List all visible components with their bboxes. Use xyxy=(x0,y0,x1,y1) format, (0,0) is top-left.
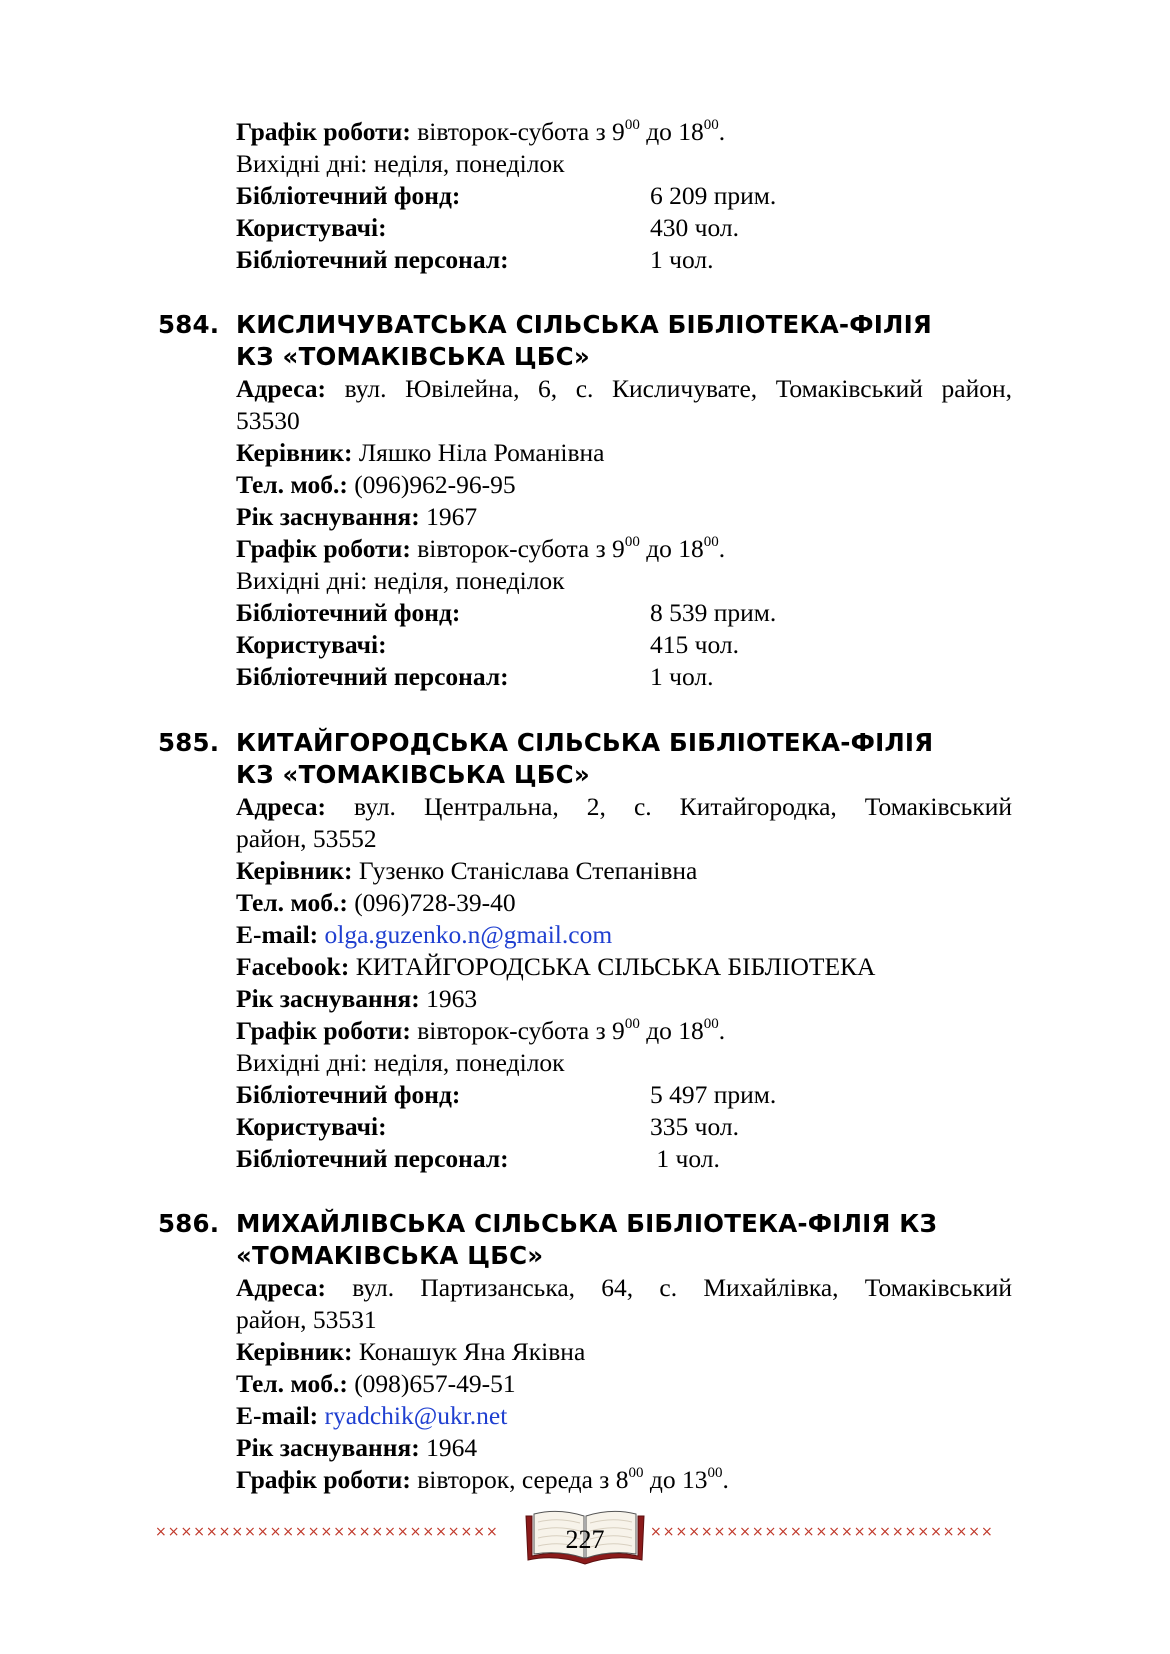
year-label: Рік заснування: xyxy=(236,984,420,1013)
year-label: Рік заснування: xyxy=(236,502,420,531)
head-value: Конашук Яна Яківна xyxy=(358,1337,586,1366)
phone-label: Тел. моб.: xyxy=(236,1369,348,1398)
schedule-label: Графік роботи: xyxy=(236,1016,411,1045)
users-label: Користувачі: xyxy=(236,213,387,242)
footer-ornament-right: ××××××××××××××××××××××××××× xyxy=(650,1524,994,1540)
schedule-sup-end: 00 xyxy=(707,1465,723,1481)
days-off: Вихідні дні: неділя, понеділок xyxy=(236,1048,565,1077)
schedule-mid: до 18 xyxy=(639,1016,704,1045)
users-value: 430 чол. xyxy=(650,213,739,242)
schedule-label: Графік роботи: xyxy=(236,117,411,146)
entry-title: КИСЛИЧУВАТСЬКА СІЛЬСЬКА БІБЛІОТЕКА-ФІЛІЯ xyxy=(236,310,932,339)
year-line xyxy=(236,1432,477,1464)
facebook-label: Facebook: xyxy=(236,952,350,981)
year-line xyxy=(236,983,477,1015)
phone-line xyxy=(236,469,516,501)
entry-title-cont: КЗ «ТОМАКІВСЬКА ЦБС» xyxy=(236,760,590,789)
fund-label: Бібліотечний фонд: xyxy=(236,598,461,627)
head-value: Гузенко Станіслава Степанівна xyxy=(358,856,698,885)
entry-number: 585. xyxy=(158,728,220,757)
year-line xyxy=(236,501,477,533)
schedule-label: Графік роботи: xyxy=(236,1465,411,1494)
phone-line xyxy=(236,887,516,919)
schedule-text: вівторок-субота з 9 xyxy=(417,534,625,563)
facebook-value: КИТАЙГОРОДСЬКА СІЛЬСЬКА БІБЛІОТЕКА xyxy=(355,952,876,981)
address-label: Адреса: xyxy=(236,792,326,821)
staff-value: 1 чол. xyxy=(650,662,714,691)
schedule-mid: до 18 xyxy=(639,117,704,146)
head-label: Керівник: xyxy=(236,438,353,467)
schedule-line xyxy=(236,1464,729,1500)
entry-number: 586. xyxy=(158,1209,220,1238)
schedule-end: . xyxy=(722,1465,729,1494)
staff-label: Бібліотечний персонал: xyxy=(236,1144,509,1173)
staff-value: 1 чол. xyxy=(650,1144,720,1173)
staff-value: 1 чол. xyxy=(650,245,714,274)
phone-value: (096)962-96-95 xyxy=(354,470,516,499)
footer-ornament-left: ××××××××××××××××××××××××××× xyxy=(155,1524,499,1540)
schedule-text: вівторок-субота з 9 xyxy=(417,1016,625,1045)
year-label: Рік заснування: xyxy=(236,1433,420,1462)
schedule-sup-end: 00 xyxy=(703,117,719,133)
address-line xyxy=(236,373,1012,405)
schedule-end: . xyxy=(718,534,726,563)
fund-label: Бібліотечний фонд: xyxy=(236,181,461,210)
address-text-cont: 53530 xyxy=(236,406,300,435)
staff-label: Бібліотечний персонал: xyxy=(236,245,509,274)
address-text: вул. Ювілейна, 6, с. Кисличувате, Томаківський район, xyxy=(344,374,1012,403)
fund-value: 5 497 прим. xyxy=(650,1080,777,1109)
days-off: Вихідні дні: неділя, понеділок xyxy=(236,566,565,595)
fund-value: 8 539 прим. xyxy=(650,598,777,627)
schedule-line xyxy=(236,116,725,152)
staff-label: Бібліотечний персонал: xyxy=(236,662,509,691)
schedule-end: . xyxy=(718,117,726,146)
page-number: 227 xyxy=(565,1525,605,1554)
year-value: 1967 xyxy=(426,502,478,531)
address-label: Адреса: xyxy=(236,374,326,403)
email-line xyxy=(236,919,612,951)
users-value: 335 чол. xyxy=(650,1112,739,1141)
schedule-sup-start: 00 xyxy=(628,1465,644,1481)
head-value: Ляшко Ніла Романівна xyxy=(358,438,605,467)
email-line xyxy=(236,1400,507,1432)
entry-title: МИХАЙЛІВСЬКА СІЛЬСЬКА БІБЛІОТЕКА-ФІЛІЯ КЗ xyxy=(236,1209,938,1238)
schedule-sup-start: 00 xyxy=(624,117,640,133)
address-line xyxy=(236,1272,1012,1304)
address-text-cont: район, 53552 xyxy=(236,824,377,853)
phone-line xyxy=(236,1368,516,1400)
address-text-cont: район, 53531 xyxy=(236,1305,377,1334)
schedule-label: Графік роботи: xyxy=(236,534,411,563)
entry-title-cont: «ТОМАКІВСЬКА ЦБС» xyxy=(236,1241,544,1270)
schedule-end: . xyxy=(718,1016,726,1045)
email-link[interactable]: ryadchik@ukr.net xyxy=(324,1401,508,1430)
email-label: E-mail: xyxy=(236,1401,319,1430)
schedule-sup-end: 00 xyxy=(703,534,719,550)
schedule-line xyxy=(236,1015,725,1051)
users-label: Користувачі: xyxy=(236,630,387,659)
schedule-sup-start: 00 xyxy=(624,1016,640,1032)
schedule-line xyxy=(236,533,725,569)
schedule-text: вівторок, середа з 8 xyxy=(417,1465,629,1494)
phone-label: Тел. моб.: xyxy=(236,470,348,499)
head-line xyxy=(236,855,697,887)
users-value: 415 чол. xyxy=(650,630,739,659)
entry-title: КИТАЙГОРОДСЬКА СІЛЬСЬКА БІБЛІОТЕКА-ФІЛІЯ xyxy=(236,728,934,757)
schedule-sup-start: 00 xyxy=(624,534,640,550)
address-line xyxy=(236,791,1012,823)
head-label: Керівник: xyxy=(236,1337,353,1366)
users-label: Користувачі: xyxy=(236,1112,387,1141)
email-link[interactable]: olga.guzenko.n@gmail.com xyxy=(324,920,613,949)
head-line xyxy=(236,1336,585,1368)
schedule-sup-end: 00 xyxy=(703,1016,719,1032)
phone-value: (098)657-49-51 xyxy=(354,1369,516,1398)
schedule-mid: до 18 xyxy=(639,534,704,563)
entry-number: 584. xyxy=(158,310,220,339)
fund-value: 6 209 прим. xyxy=(650,181,777,210)
head-label: Керівник: xyxy=(236,856,353,885)
entry-title-cont: КЗ «ТОМАКІВСЬКА ЦБС» xyxy=(236,342,590,371)
phone-label: Тел. моб.: xyxy=(236,888,348,917)
head-line xyxy=(236,437,604,469)
schedule-text: вівторок-субота з 9 xyxy=(417,117,625,146)
year-value: 1964 xyxy=(426,1433,478,1462)
address-text: вул. Партизанська, 64, с. Михайлівка, Томаківський xyxy=(352,1273,1013,1302)
year-value: 1963 xyxy=(426,984,478,1013)
phone-value: (096)728-39-40 xyxy=(354,888,516,917)
address-label: Адреса: xyxy=(236,1273,326,1302)
schedule-mid: до 13 xyxy=(643,1465,708,1494)
email-label: E-mail: xyxy=(236,920,319,949)
facebook-line xyxy=(236,951,875,983)
address-text: вул. Центральна, 2, с. Китайгородка, Томаківський xyxy=(354,792,1012,821)
days-off: Вихідні дні: неділя, понеділок xyxy=(236,149,565,178)
fund-label: Бібліотечний фонд: xyxy=(236,1080,461,1109)
